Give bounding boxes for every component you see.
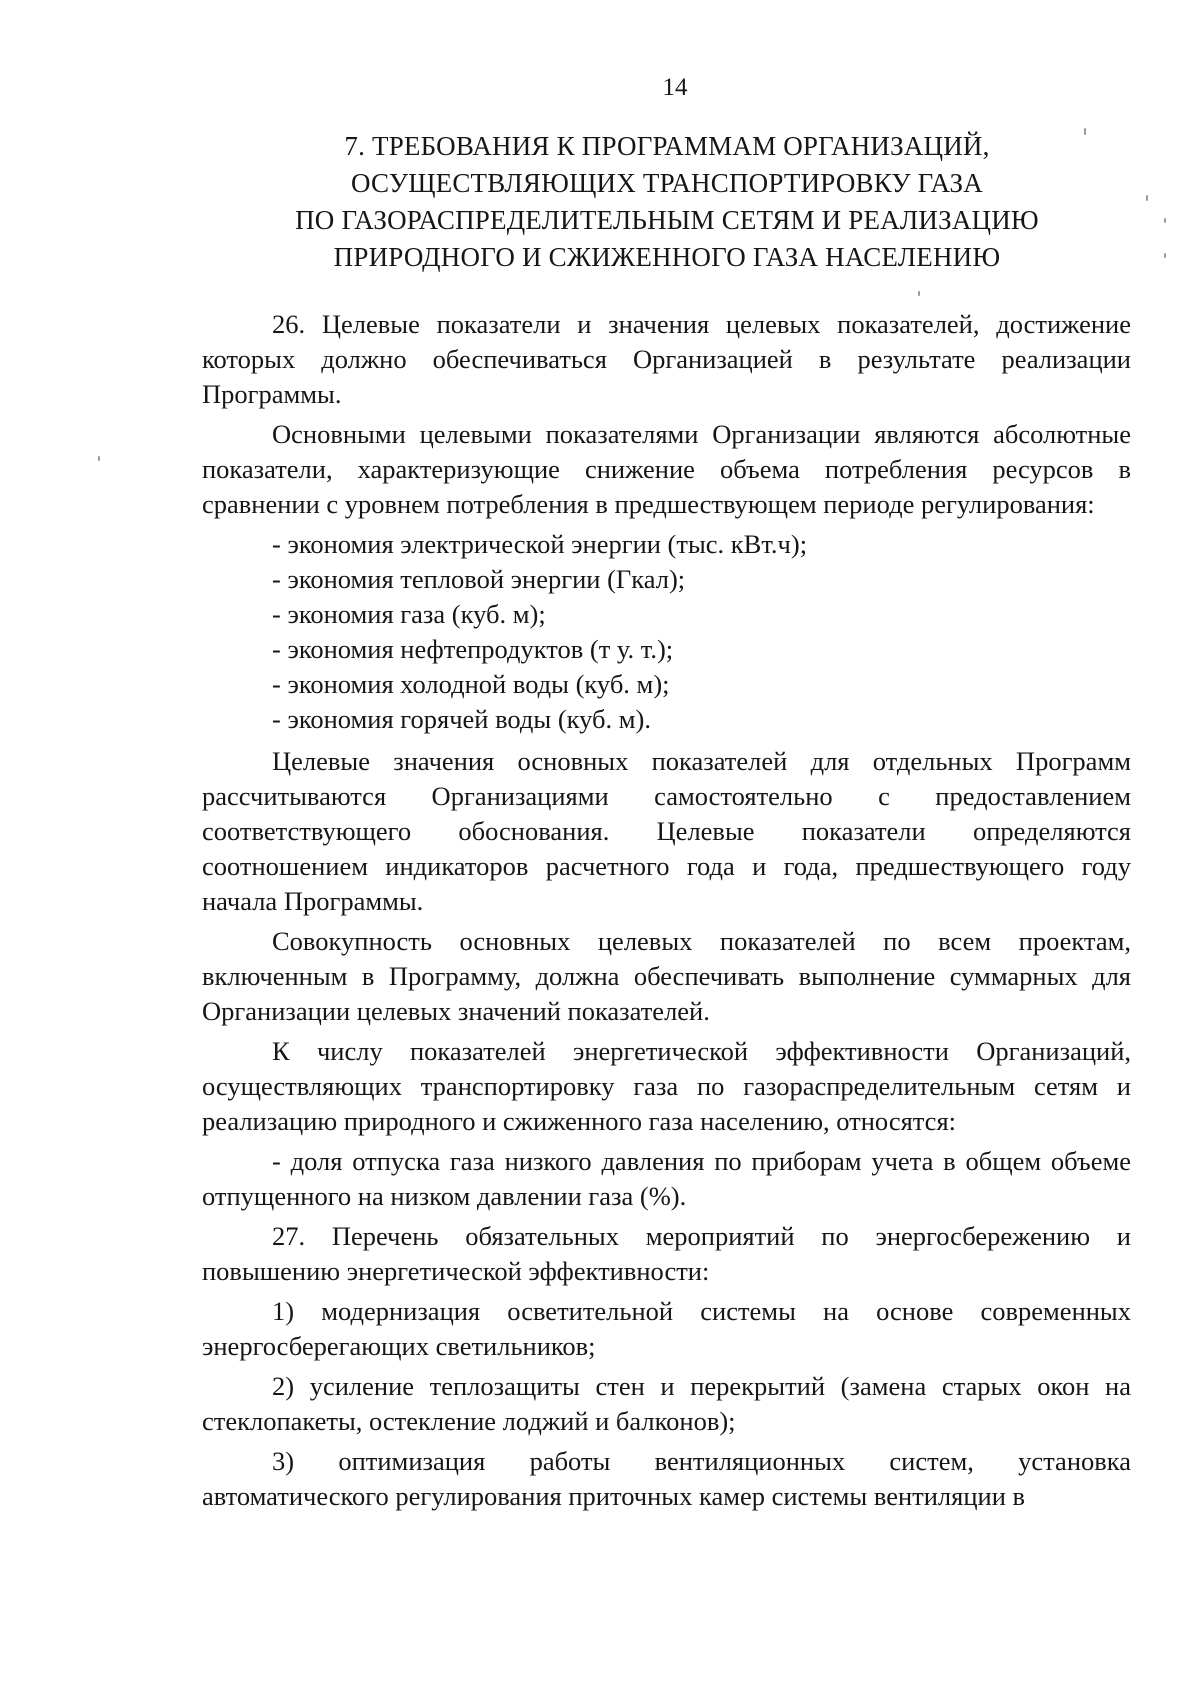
paragraph-27: 27. Перечень обязательных мероприятий по энергосбережению и повышению энергетической эффективности: <box>202 1221 1131 1286</box>
list-item: - экономия нефтепродуктов (т у. т.); <box>272 634 674 664</box>
paragraph-efficiency-item: - доля отпуска газа низкого давления по приборам учета в общем объеме отпущенного на низком давлении газа (%). <box>202 1146 1131 1211</box>
paragraph-aggregate: Совокупность основных целевых показателей по всем проектам, включенным в Программу, должна обеспечивать выполнение суммарных для Организации целевых значений показателей. <box>202 926 1131 1026</box>
list-item: - экономия горячей воды (куб. м). <box>272 704 651 734</box>
scan-speck <box>1146 195 1148 201</box>
scan-speck <box>1164 218 1166 223</box>
list-item: - экономия газа (куб. м); <box>272 599 546 629</box>
page-number: 14 <box>662 74 688 101</box>
measure-1: 1) модернизация осветительной системы на основе современных энергосберегающих светильников; <box>202 1296 1131 1361</box>
scan-speck <box>918 291 920 296</box>
heading-line: 7. ТРЕБОВАНИЯ К ПРОГРАММАМ ОРГАНИЗАЦИЙ, <box>344 131 990 161</box>
scan-speck <box>98 456 100 461</box>
heading-line: ПО ГАЗОРАСПРЕДЕЛИТЕЛЬНЫМ СЕТЯМ И РЕАЛИЗАЦИЮ <box>295 205 1039 235</box>
list-item: - экономия электрической энергии (тыс. кВт.ч); <box>272 529 808 559</box>
measure-2: 2) усиление теплозащиты стен и перекрытий (замена старых окон на стеклопакеты, остекление лоджий и балконов); <box>202 1371 1131 1436</box>
paragraph-main-indicators: Основными целевыми показателями Организации являются абсолютные показатели, характеризующие снижение объема потребления ресурсов в сравнении с уровнем потребления в предшествующем периоде регулирования: <box>202 419 1131 519</box>
document-body <box>202 307 1131 1519</box>
heading-line: ОСУЩЕСТВЛЯЮЩИХ ТРАНСПОРТИРОВКУ ГАЗА <box>351 168 983 198</box>
paragraph-target-values: Целевые значения основных показателей для отдельных Программ рассчитываются Организациями самостоятельно с предоставлением соответствующего обоснования. Целевые показатели определяются соотношением индикаторов расчетного года и года, предшествующего году начала Программы. <box>202 746 1131 916</box>
measure-3: 3) оптимизация работы вентиляционных систем, установка автоматического регулирования приточных камер системы вентиляции в <box>202 1446 1131 1511</box>
heading-line: ПРИРОДНОГО И СЖИЖЕННОГО ГАЗА НАСЕЛЕНИЮ <box>333 242 1001 272</box>
section-heading <box>202 128 1132 276</box>
paragraph-efficiency-intro: К числу показателей энергетической эффективности Организаций, осуществляющих транспортировку газа по газораспределительным сетям и реализацию природного и сжиженного газа населению, относятся: <box>202 1036 1131 1136</box>
list-item: - экономия холодной воды (куб. м); <box>272 669 670 699</box>
savings-list <box>202 527 1131 737</box>
paragraph-26: 26. Целевые показатели и значения целевых показателей, достижение которых должно обеспечиваться Организацией в результате реализации Программы. <box>202 309 1131 409</box>
scan-speck <box>1164 253 1166 258</box>
list-item: - экономия тепловой энергии (Гкал); <box>272 564 686 594</box>
scan-speck <box>1084 128 1086 135</box>
